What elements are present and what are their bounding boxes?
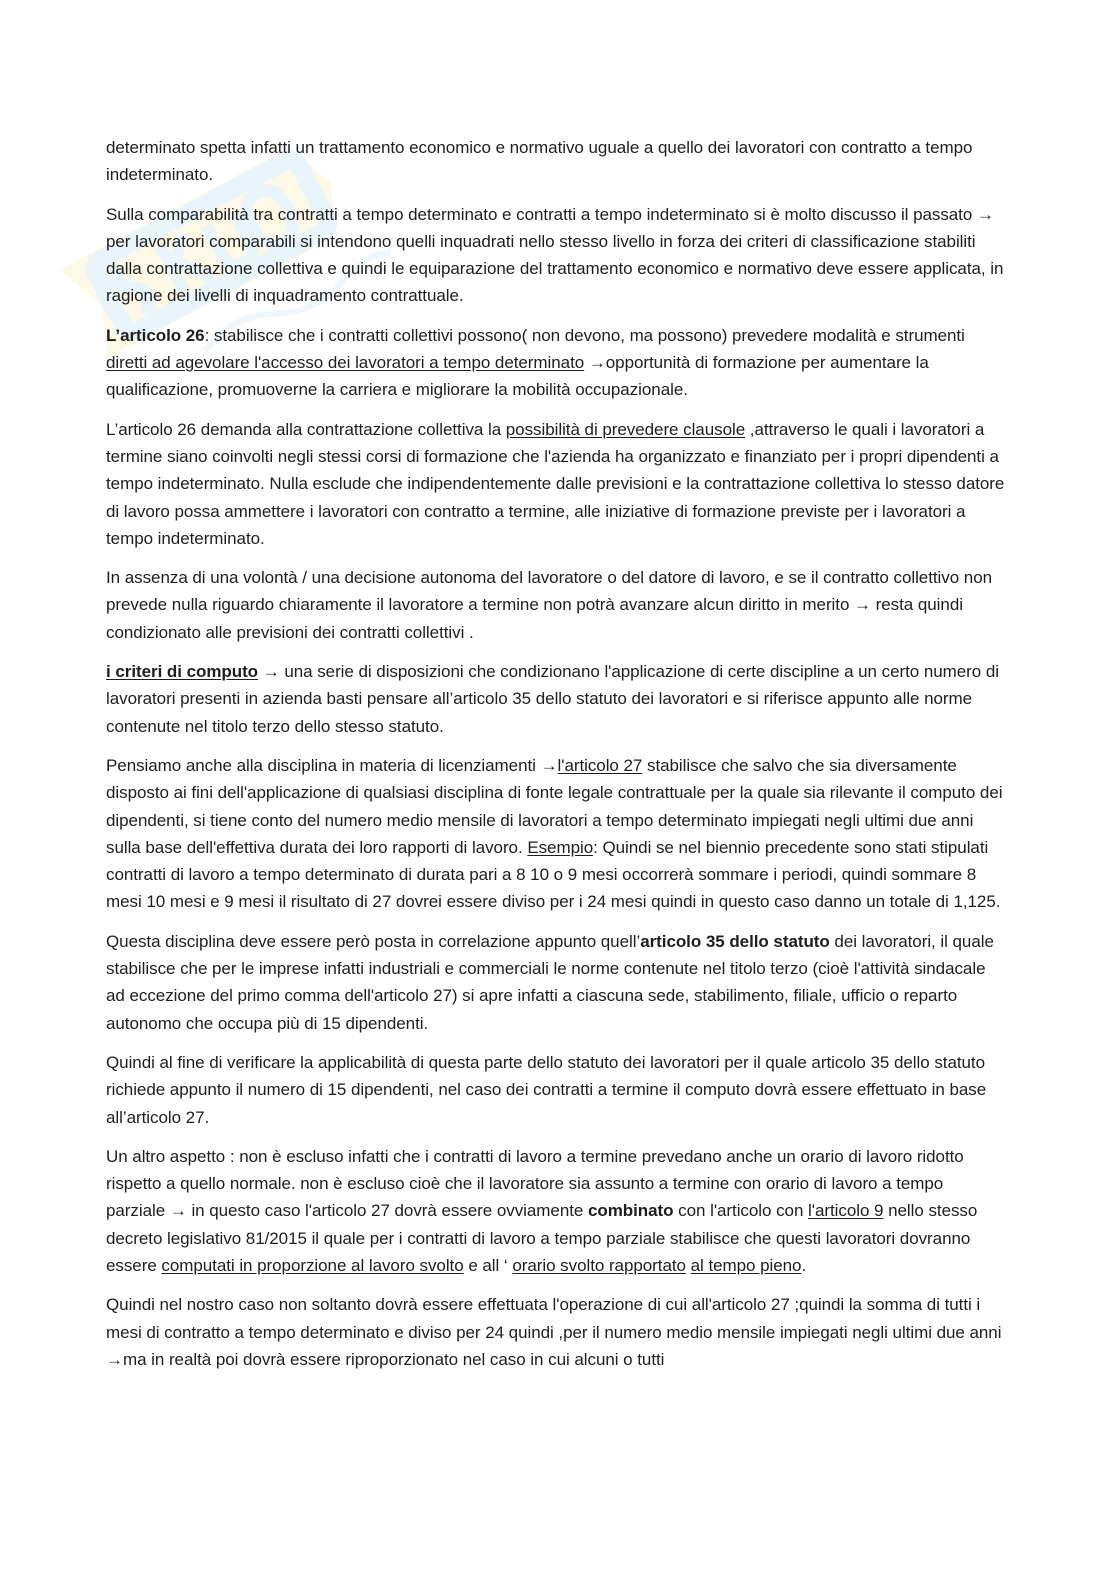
paragraph-2: Sulla comparabilità tra contratti a tempo determinato e contratti a tempo indeterminato si è molto discusso il passato → per lavoratori comparabili si intendono quelli inquadrati nello stesso livello in forza dei criteri di classificazione stabiliti dalla contrattazione collettiva e quindi le equiparazione del trattamento economico e normativo deve essere applicata, in ragione dei livelli di inquadramento contrattuale. bbox=[106, 204, 1004, 306]
paragraph-6: i criteri di computo → una serie di disposizioni che condizionano l'applicazione di certe discipline a un certo numero di lavoratori presenti in azienda basti pensare all’articolo 35 dello statuto dei lavoratori e si riferisce appunto alle norme contenute nel titolo terzo dello stesso statuto. bbox=[106, 662, 999, 736]
paragraph-9: Quindi al fine di verificare la applicabilità di questa parte dello statuto dei lavoratori per il quale articolo 35 dello statuto richiede appunto il numero di 15 dipendenti, nel caso dei contratti a termine il computo dovrà essere effettuato in base all’articolo 27. bbox=[106, 1052, 987, 1127]
arrow-icon: → bbox=[258, 662, 280, 682]
arrow-icon: → bbox=[854, 595, 871, 615]
arrow-icon: → bbox=[106, 1349, 123, 1369]
arrow-icon: → bbox=[976, 204, 994, 224]
paragraph-11: Quindi nel nostro caso non soltanto dovrà essere effettuata l'operazione di cui all'articolo 27 ;quindi la somma di tutti i mesi di contratto a tempo determinato e diviso per 24 quindi ,per il numero medio mensile impiegati negli ultimi due anni →ma in realtà poi dovrà essere riproporzionato nel caso in cui alcuni o tutti bbox=[106, 1295, 1002, 1369]
paragraph-1: determinato spetta infatti un trattamento economico e normativo uguale a quello dei lavoratori con contratto a tempo indeterminato. bbox=[106, 138, 973, 185]
paragraph-5: In assenza di una volontà / una decisione autonoma del lavoratore o del datore di lavoro, e se il contratto collettivo non prevede nulla riguardo chiaramente il lavoratore a termine non potrà avanzare alcun diritto in merito → resta quindi condizionato alle previsioni dei contratti collettivi . bbox=[106, 568, 993, 642]
paragraph-8: Questa disciplina deve essere però posta in correlazione appunto quell’articolo 35 dello statuto dei lavoratori, il quale stabilisce che per le imprese infatti industriali e commerciali le norme contenute nel titolo terzo (cioè l'attività sindacale ad eccezione del primo comma dell'articolo 27) si apre infatti a ciascuna sede, stabilimento, filiale, ufficio o reparto autonomo che occupa più di 15 dipendenti. bbox=[106, 931, 994, 1033]
paragraph-10: Un altro aspetto : non è escluso infatti che i contratti di lavoro a termine prevedano anche un orario di lavoro ridotto rispetto a quello normale. non è escluso cioè che il lavoratore sia assunto a termine con orario di lavoro a tempo parziale → in questo caso l'articolo 27 dovrà essere ovviamente combinato con l'articolo con l'articolo 9 nello stesso decreto legislativo 81/2015 il quale per i contratti di lavoro a tempo parziale stabilisce che questi lavoratori dovranno essere computati in proporzione al lavoro svolto e all ‘ orario svolto rapportato al tempo pieno. bbox=[106, 1146, 978, 1275]
arrow-icon: → bbox=[169, 1201, 187, 1221]
arrow-icon: → bbox=[584, 353, 606, 373]
paragraph-3: L’articolo 26: stabilisce che i contratti collettivi possono( non devono, ma possono) prevedere modalità e strumenti diretti ad agevolare l'accesso dei lavoratori a tempo determinato →opportunità di formazione per aumentare la qualificazione, promuoverne la carriera e migliorare la mobilità occupazionale. bbox=[106, 325, 965, 400]
paragraph-4: L’articolo 26 demanda alla contrattazione collettiva la possibilità di prevedere clausole ,attraverso le quali i lavoratori a termine siano coinvolti negli stessi corsi di formazione che l'azienda ha organizzato e finanziato per i propri dipendenti a tempo indeterminato. Nulla esclude che indipendentemente dalle previsioni e la contrattazione collettiva lo stesso datore di lavoro possa ammettere i lavoratori con contratto a termine, alle iniziative di formazione previste per i lavoratori a tempo indeterminato. bbox=[106, 419, 1005, 548]
document-body bbox=[106, 134, 1006, 1385]
paragraph-7: Pensiamo anche alla disciplina in materia di licenziamenti →l'articolo 27 stabilisce che salvo che sia diversamente disposto ai fini dell'applicazione di qualsiasi disciplina di fonte legale contrattuale per la quale sia rilevante il computo dei dipendenti, si tiene conto del numero medio mensile di lavoratori a tempo determinato impiegati negli ultimi due anni sulla base dell'effettiva durata dei loro rapporti di lavoro. Esempio: Quindi se nel biennio precedente sono stati stipulati contratti di lavoro a tempo determinato di durata pari a 8 10 o 9 mesi occorrerà sommare i periodi, quindi sommare 8 mesi 10 mesi e 9 mesi il risultato di 27 dovrei essere diviso per i 24 mesi quindi in questo caso danno un totale di 1,125. bbox=[106, 755, 1003, 912]
arrow-icon: → bbox=[540, 755, 558, 775]
